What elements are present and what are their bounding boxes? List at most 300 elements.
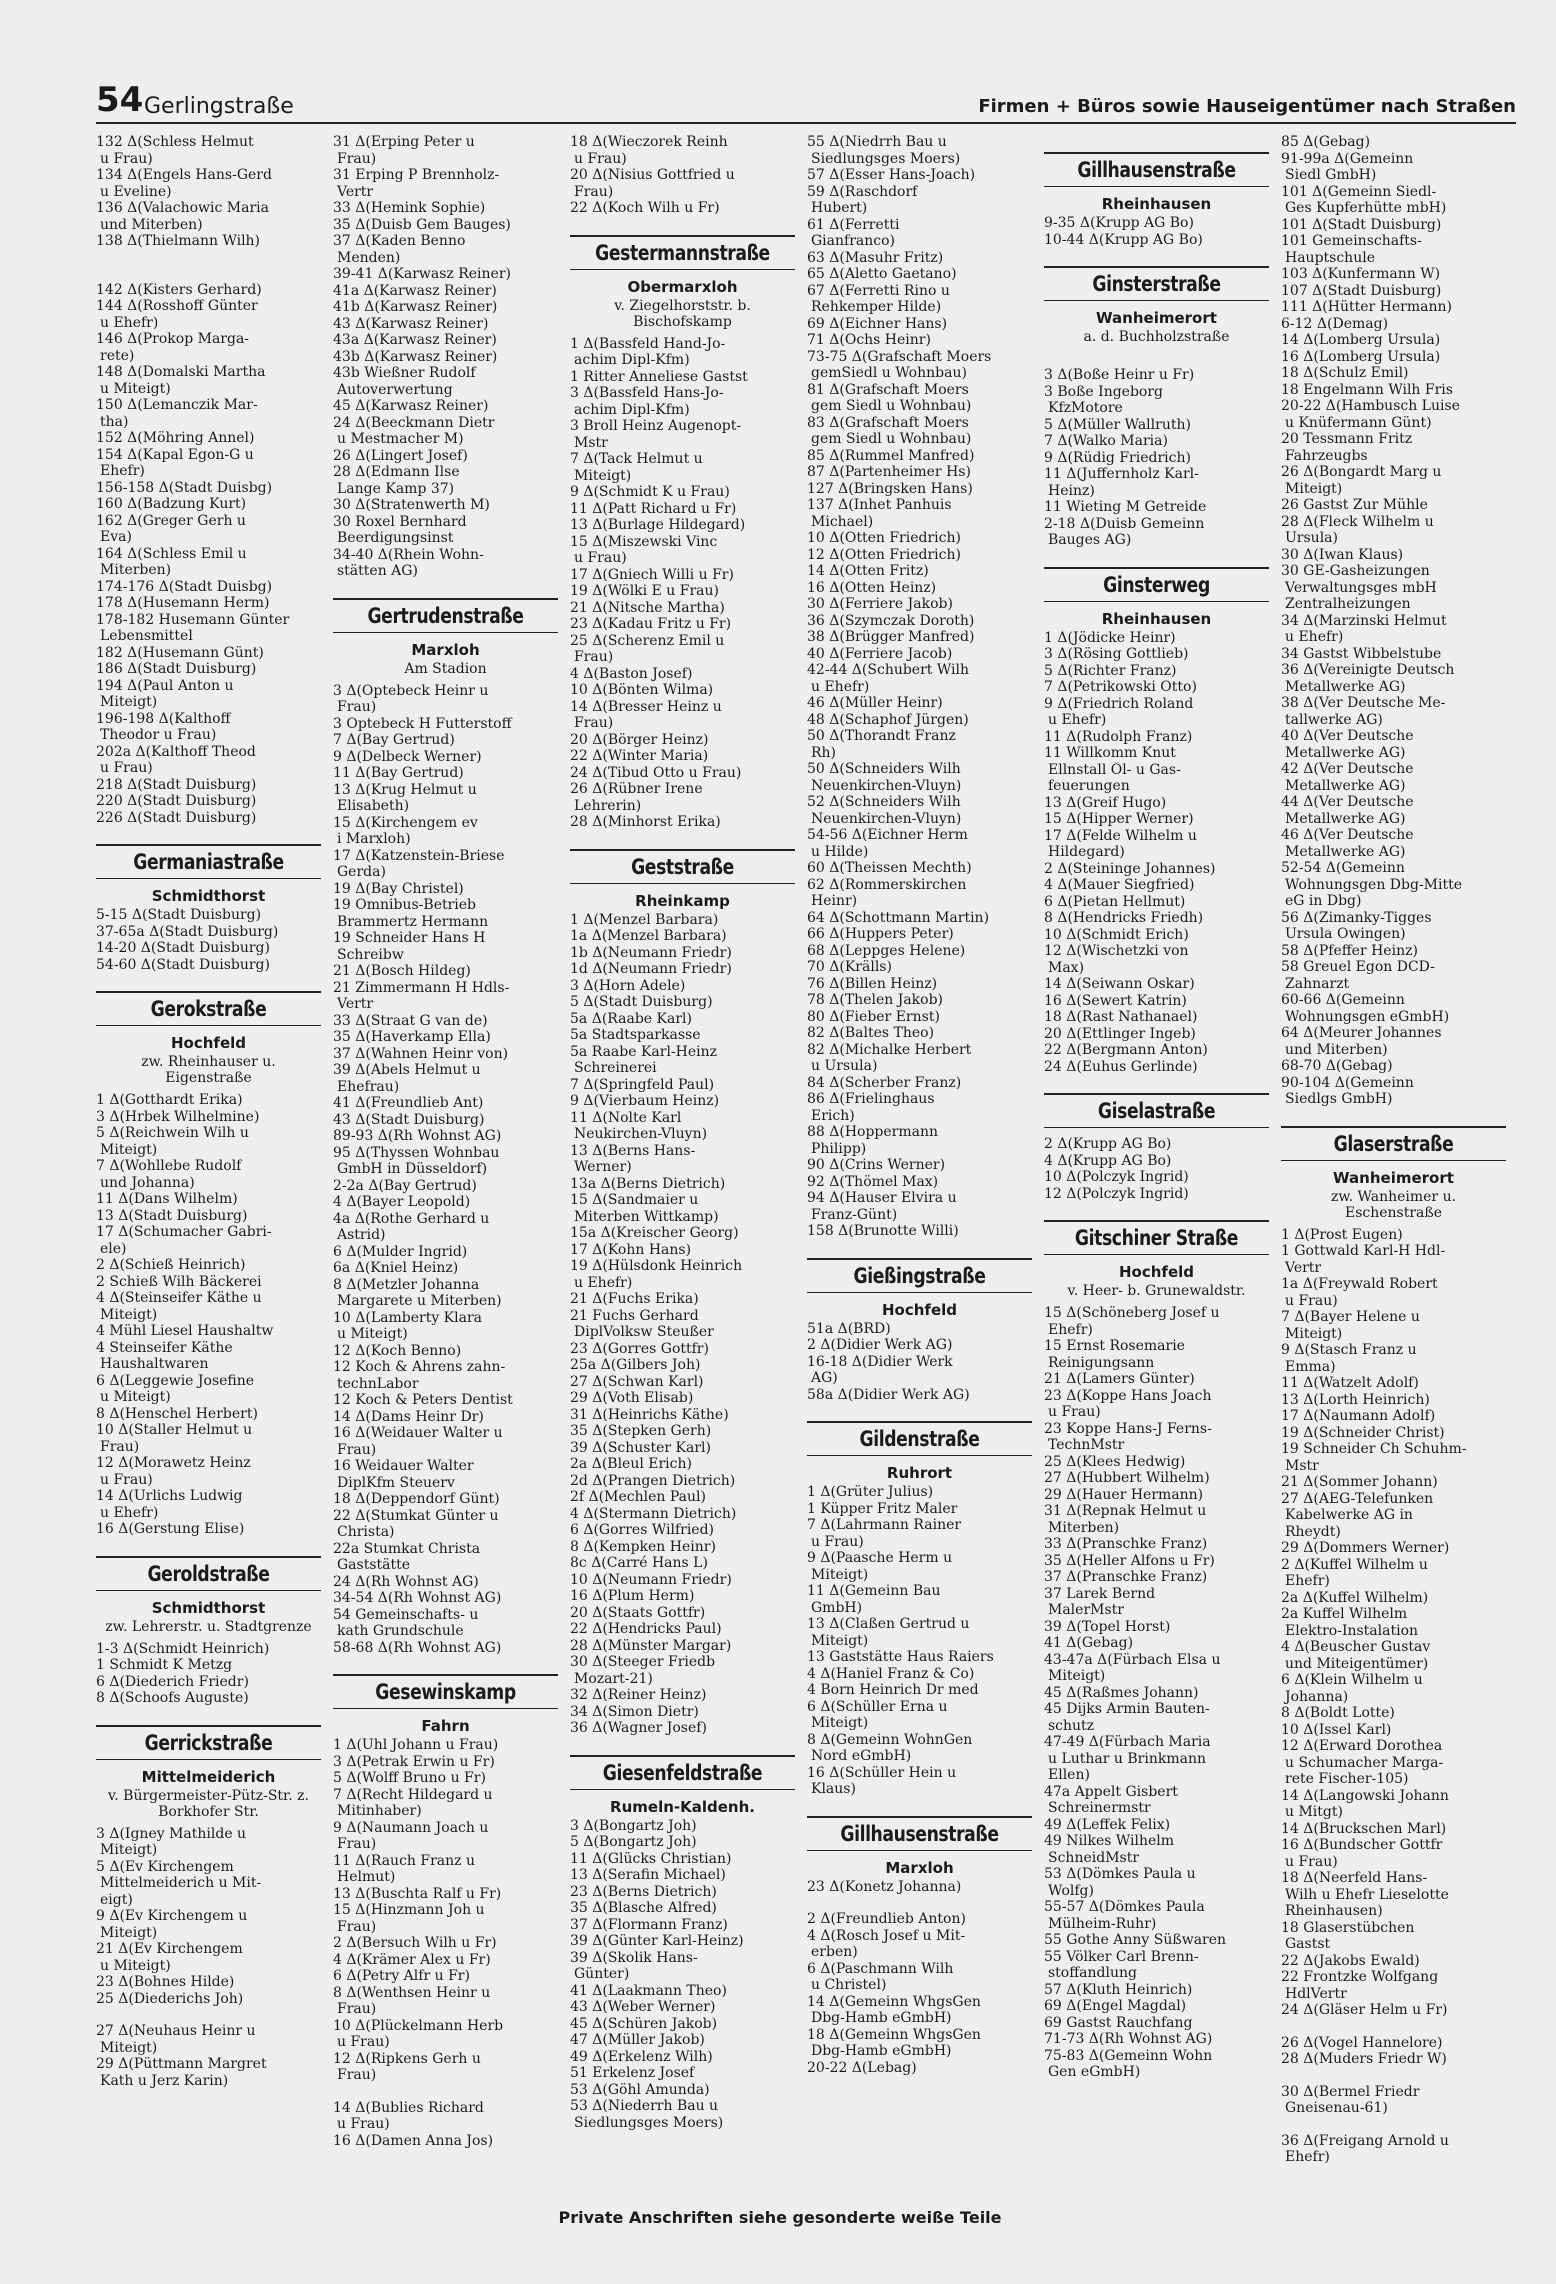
- listing-continuation: Astrid): [337, 1227, 386, 1243]
- listing-continuation: Gerda): [337, 864, 386, 880]
- listing-entry: 2-18 Δ(Duisb Gemeinn: [1044, 515, 1205, 532]
- listing-entry: 3 Δ(Boße Heinr u Fr): [1044, 367, 1195, 383]
- listing-entry: 4 Steinseifer Käthe: [96, 1339, 233, 1356]
- listing-entry: 26 Δ(Vogel Hannelore): [1281, 2034, 1443, 2051]
- street-name: Ginsterstraße: [1092, 272, 1221, 296]
- street-extent-note: v. Heer- b. Grunewaldstr.: [1067, 1283, 1246, 1299]
- listing-continuation: Gastst: [1285, 1936, 1331, 1952]
- listing-entry: 21 Δ(Sommer Johann): [1281, 1474, 1438, 1490]
- listing-entry: 13 Δ(Serafin Michael): [570, 1867, 726, 1883]
- listing-entry: 186 Δ(Stadt Duisburg): [96, 661, 257, 677]
- listing-entry: 57 Δ(Esser Hans-Joach): [807, 167, 976, 183]
- listing-continuation: DiplKfm Steuerv: [337, 1474, 455, 1491]
- listing-entry: 12 Δ(Otten Friedrich): [807, 546, 961, 563]
- listing-entry: 5 Δ(Reichwein Wilh u: [96, 1125, 249, 1141]
- listing-entry: 7 Δ(Lahrmann Rainer: [807, 1517, 962, 1533]
- listing-entry: 4 Δ(Rosch Josef u Mit-: [807, 1927, 966, 1944]
- listing-entry: 1 Küpper Fritz Maler: [807, 1500, 958, 1517]
- listing-continuation: Neukirchen-Vluyn): [574, 1126, 708, 1142]
- listing-continuation: Fahrzeugbs: [1285, 447, 1368, 464]
- district-name: Rheinkamp: [635, 891, 730, 910]
- heading-rule: [1281, 1160, 1506, 1161]
- heading-rule: [1044, 1127, 1269, 1128]
- listing-entry: 14 Δ(Lomberg Ursula): [1281, 332, 1441, 348]
- listing-continuation: u Frau): [337, 2034, 390, 2050]
- listing-entry: 23 Δ(Berns Dietrich): [570, 1883, 717, 1900]
- heading-rule: [96, 1556, 321, 1558]
- street-name: Germaniastraße: [133, 850, 284, 874]
- listing-continuation: Neuenkirchen-Vluyn): [811, 810, 962, 827]
- listing-entry: 17 Δ(Schumacher Gabri-: [96, 1224, 272, 1240]
- listing-continuation: Ursula Owingen): [1285, 926, 1406, 942]
- listing-entry: 5 Δ(Müller Wallruth): [1044, 416, 1191, 433]
- listing-entry: 41 Δ(Freundlieb Ant): [333, 1095, 484, 1111]
- listing-continuation: SchneidMstr: [1048, 1849, 1140, 1866]
- listing-entry: 7 Δ(Petrikowski Otto): [1044, 679, 1197, 695]
- listing-continuation: Dbg-Hamb eGmbH): [811, 2043, 952, 2059]
- listing-continuation: Verwaltungsges mbH: [1285, 579, 1437, 596]
- street-heading: [807, 1421, 1032, 1456]
- listing-entry: 29 Δ(Dommers Werner): [1281, 1540, 1450, 1556]
- listing-entry: 45 Δ(Schüren Jakob): [570, 2015, 718, 2032]
- listing-entry: 11 Δ(Bay Gertrud): [333, 765, 464, 781]
- listing-entry: 9 Δ(Delbeck Werner): [333, 748, 482, 765]
- listing-continuation: Gneisenau-61): [1285, 2100, 1388, 2116]
- listing-entry: 50 Δ(Thorandt Franz: [807, 728, 956, 744]
- listing-entry: 58 Greuel Egon DCD-: [1281, 959, 1435, 975]
- heading-rule: [1044, 601, 1269, 602]
- district-name: Rheinhausen: [1101, 609, 1212, 628]
- street-name: Gertrudenstraße: [367, 603, 524, 628]
- page-header: [96, 82, 1516, 124]
- listing-entry: 4a Δ(Rothe Gerhard u: [333, 1210, 490, 1227]
- listing-entry: 6 Δ(Petry Alfr u Fr): [333, 1968, 470, 1984]
- listing-entry: 14 Δ(Bruckschen Marl): [1281, 1820, 1447, 1837]
- heading-rule: [96, 1590, 321, 1591]
- street-heading: [807, 1816, 1032, 1851]
- listing-entry: 19 Δ(Bay Christel): [333, 880, 464, 897]
- listing-entry: 1 Δ(Grüter Julius): [807, 1484, 934, 1500]
- street-heading: [96, 1556, 321, 1591]
- listing-entry: 2 Δ(Bersuch Wilh u Fr): [333, 1935, 497, 1951]
- listing-continuation: und Miterben): [1285, 1041, 1388, 1058]
- listing-entry: 32 Δ(Reiner Heinz): [570, 1687, 707, 1703]
- listing-entry: 28 Δ(Edmann Ilse: [333, 464, 460, 480]
- listing-entry: 15 Δ(Miszewski Vinc: [570, 533, 718, 550]
- listing-continuation: Elisabeth): [337, 798, 410, 814]
- listing-continuation: Siedlungsges Moers): [574, 2114, 724, 2131]
- listing-entry: 9-35 Δ(Krupp AG Bo): [1044, 215, 1194, 231]
- street-name: Geststraße: [631, 854, 734, 879]
- listing-entry: 30 Δ(Stratenwerth M): [333, 497, 490, 513]
- district-name: Obermarxloh: [627, 277, 738, 296]
- heading-rule: [96, 1025, 321, 1026]
- listing-continuation: Miterben): [1048, 1519, 1120, 1536]
- listing-continuation: und Johanna): [100, 1174, 195, 1191]
- listing-continuation: Elektro-Instalation: [1285, 1622, 1419, 1639]
- street-heading: [333, 1674, 558, 1709]
- listing-continuation: Frau): [337, 699, 377, 715]
- listing-entry: 41b Δ(Karwasz Reiner): [333, 299, 498, 315]
- heading-rule: [807, 1850, 1032, 1851]
- listing-entry: 34 Δ(Marzinski Helmut: [1281, 612, 1447, 629]
- listing-entry: 174-176 Δ(Stadt Duisbg): [96, 578, 273, 595]
- listing-entry: 69 Gastst Rauchfang: [1044, 2014, 1193, 2031]
- heading-rule: [807, 1455, 1032, 1456]
- listing-entry: 5-15 Δ(Stadt Duisburg): [96, 907, 262, 923]
- listing-entry: 16 Δ(Gerstung Elise): [96, 1521, 245, 1537]
- listing-entry: 4 Born Heinrich Dr med: [807, 1682, 979, 1698]
- listing-continuation: Frau): [574, 183, 614, 200]
- listing-continuation: Christa): [337, 1524, 395, 1540]
- listing-entry: 14 Δ(Seiwann Oskar): [1044, 976, 1195, 992]
- listing-entry: 37 Δ(Pranschke Franz): [1044, 1569, 1208, 1585]
- listing-entry: 27 Δ(Neuhaus Heinr u: [96, 2023, 256, 2039]
- listing-entry: 2d Δ(Prangen Dietrich): [570, 1472, 736, 1489]
- listing-continuation: Johanna): [1285, 1688, 1349, 1705]
- district-name: Wanheimerort: [1333, 1168, 1454, 1187]
- listing-entry: 31 Δ(Heinrichs Käthe): [570, 1406, 729, 1423]
- listing-entry: 19 Δ(Hülsdonk Heinrich: [570, 1258, 743, 1274]
- listing-entry: 51 Erkelenz Josef: [570, 2065, 695, 2081]
- listing-continuation: HdlVertr: [1285, 1985, 1347, 2002]
- listing-continuation: Ehefr): [100, 463, 145, 479]
- listing-entry: 55 Δ(Niedrrh Bau u: [807, 134, 947, 150]
- listing-continuation: u Frau): [1285, 1292, 1338, 1309]
- listing-entry: 5 Δ(Bongartz Joh): [570, 1834, 697, 1850]
- listing-entry: 53 Δ(Dömkes Paula u: [1044, 1866, 1196, 1882]
- street-extent-note: Am Stadion: [404, 660, 487, 677]
- listing-entry: 47a Appelt Gisbert: [1044, 1783, 1178, 1800]
- listing-entry: 17 Δ(Kohn Hans): [570, 1241, 692, 1258]
- district-name: Marxloh: [885, 1858, 954, 1877]
- listing-continuation: u Ehefr): [100, 1504, 159, 1521]
- listing-continuation: Lehrerin): [574, 797, 642, 814]
- heading-rule: [1044, 1220, 1269, 1222]
- listing-continuation: Metallwerke AG): [1285, 777, 1406, 794]
- listing-continuation: Beerdigungsinst: [337, 530, 454, 546]
- listing-entry: 39 Δ(Schuster Karl): [570, 1439, 711, 1456]
- listing-entry: 9 Δ(Rüdig Friedrich): [1044, 449, 1191, 466]
- listing-entry: 13a Δ(Berns Dietrich): [570, 1175, 726, 1192]
- listing-entry: 3 Δ(Bongartz Joh): [570, 1817, 697, 1834]
- listing-continuation: stätten AG): [337, 563, 418, 579]
- listing-entry: 138 Δ(Thielmann Wilh): [96, 233, 261, 249]
- listing-entry: 20-22 Δ(Hambusch Luise: [1281, 398, 1460, 414]
- listing-entry: 18 Δ(Neerfeld Hans-: [1281, 1870, 1428, 1886]
- listing-entry: 7 Δ(Springfeld Paul): [570, 1076, 715, 1093]
- listing-entry: 13 Δ(Lorth Heinrich): [1281, 1391, 1430, 1408]
- street-extent-note: zw. Lehrerstr. u. Stadtgrenze: [105, 1618, 312, 1635]
- listing-entry: 24 Δ(Rh Wohnst AG): [333, 1573, 479, 1590]
- listing-entry: 12 Koch & Ahrens zahn-: [333, 1359, 506, 1375]
- listing-continuation: Schreinerei: [574, 1060, 657, 1076]
- listing-continuation: Lebensmittel: [100, 628, 193, 644]
- district-name: Mittelmeiderich: [141, 1767, 276, 1786]
- listing-entry: 17 Δ(Katzenstein-Briese: [333, 847, 505, 864]
- listing-entry: 86 Δ(Frielinghaus: [807, 1091, 935, 1107]
- listing-entry: 1d Δ(Neumann Friedr): [570, 961, 732, 977]
- listing-entry: 8 Δ(Gemeinn WohnGen: [807, 1731, 973, 1748]
- listing-entry: 17 Δ(Felde Wilhelm u: [1044, 827, 1197, 844]
- street-name: Giesenfeldstraße: [602, 1760, 763, 1785]
- listing-entry: 15 Δ(Schöneberg Josef u: [1044, 1305, 1220, 1321]
- street-heading: [1044, 266, 1269, 301]
- listing-continuation: MalerMstr: [1048, 1602, 1124, 1618]
- listing-entry: 5 Δ(Ev Kirchengem: [96, 1858, 234, 1875]
- listing-entry: 95 Δ(Thyssen Wohnbau: [333, 1144, 500, 1161]
- listing-continuation: Rheinhausen): [1285, 1903, 1383, 1919]
- listing-entry: 41 Δ(Gebag): [1044, 1635, 1134, 1651]
- listing-entry: 66 Δ(Huppers Peter): [807, 926, 954, 942]
- listing-entry: 1 Δ(Prost Eugen): [1281, 1226, 1403, 1243]
- listing-entry: 43-47a Δ(Fürbach Elsa u: [1044, 1651, 1221, 1668]
- listing-entry: 3 Δ(Rösing Gottlieb): [1044, 646, 1189, 662]
- page-footer-note: Private Anschriften siehe gesonderte weiße Teile: [558, 2208, 1002, 2227]
- listing-continuation: Heinz): [1048, 482, 1095, 499]
- listing-continuation: u Ehefr): [1285, 629, 1344, 645]
- listing-entry: 6 Δ(Paschmann Wilh: [807, 1960, 954, 1977]
- listing-entry: 103 Δ(Kunfermann W): [1281, 266, 1441, 282]
- heading-rule: [570, 235, 795, 237]
- heading-rule: [333, 632, 558, 633]
- listing-entry: 30 Δ(Bermel Friedr: [1281, 2083, 1420, 2100]
- listing-continuation: u Eveline): [100, 183, 172, 200]
- district-name: Hochfeld: [881, 1300, 957, 1319]
- directory-column-2: [333, 134, 558, 2214]
- listing-entry: 4 Δ(Krämer Alex u Fr): [333, 1951, 491, 1968]
- listing-entry: 16 Δ(Plum Herm): [570, 1588, 695, 1604]
- listing-entry: 24 Δ(Beeckmann Dietr: [333, 414, 495, 431]
- listing-entry: 10 Δ(Polczyk Ingrid): [1044, 1169, 1189, 1185]
- street-extent-note: zw. Wanheimer u. Eschenstraße: [1330, 1188, 1457, 1221]
- listing-entry: 11 Δ(Watzelt Adolf): [1281, 1375, 1419, 1391]
- listing-entry: 39-41 Δ(Karwasz Reiner): [333, 266, 511, 282]
- listing-entry: 20 Tessmann Fritz: [1281, 431, 1413, 447]
- listing-continuation: eigt): [100, 1891, 133, 1908]
- listing-entry: 21 Zimmermann H Hdls-: [333, 979, 510, 996]
- listing-entry: 71-73 Δ(Rh Wohnst AG): [1044, 2031, 1213, 2047]
- listing-entry: 3 Δ(Bassfeld Hans-Jo-: [570, 385, 724, 401]
- district-name: Schmidthorst: [151, 1598, 266, 1617]
- listing-entry: 6 Δ(Leggewie Josefine: [96, 1372, 255, 1389]
- listing-continuation: u Miteigt): [337, 1326, 408, 1342]
- listing-continuation: Zentralheizungen: [1285, 596, 1411, 612]
- listing-entry: 22 Δ(Bergmann Anton): [1044, 1042, 1208, 1058]
- listing-entry: 2 Δ(Freundlieb Anton): [807, 1911, 966, 1927]
- listing-entry: 9 Δ(Vierbaum Heinz): [570, 1093, 720, 1109]
- listing-entry: 10-44 Δ(Krupp AG Bo): [1044, 231, 1203, 248]
- listing-entry: 43b Δ(Karwasz Reiner): [333, 348, 498, 365]
- listing-continuation: Schreinermstr: [1048, 1800, 1151, 1816]
- listing-entry: 5 Δ(Wolff Bruno u Fr): [333, 1770, 486, 1786]
- listing-continuation: Wolfg): [1048, 1882, 1094, 1899]
- street-heading: [1044, 1220, 1269, 1255]
- listing-entry: 35 Δ(Stepken Gerh): [570, 1423, 712, 1439]
- listing-entry: 6 Δ(Mulder Ingrid): [333, 1243, 468, 1260]
- listing-entry: 9 Δ(Paasche Herm u: [807, 1550, 953, 1566]
- listing-entry: 52-54 Δ(Gemeinn: [1281, 860, 1405, 876]
- listing-entry: 42 Δ(Ver Deutsche: [1281, 761, 1414, 777]
- listing-entry: 14 Δ(Langowski Johann: [1281, 1787, 1449, 1804]
- listing-entry: 2 Schieß Wilh Bäckerei: [96, 1273, 262, 1290]
- listing-continuation: Kabelwerke AG in: [1285, 1507, 1413, 1523]
- listing-entry: 16 Δ(Otten Heinz): [807, 579, 937, 596]
- street-name: Gillhausenstraße: [1077, 158, 1236, 182]
- listing-continuation: Miteigt): [574, 467, 632, 484]
- street-heading: [1044, 1093, 1269, 1128]
- listing-entry: 160 Δ(Badzung Kurt): [96, 496, 247, 512]
- listing-entry: 36 Δ(Wagner Josef): [570, 1720, 707, 1736]
- listing-entry: 146 Δ(Prokop Marga-: [96, 331, 250, 347]
- listing-entry: 1-3 Δ(Schmidt Heinrich): [96, 1640, 270, 1657]
- listing-continuation: ele): [100, 1240, 127, 1257]
- listing-entry: 43 Δ(Stadt Duisburg): [333, 1111, 485, 1128]
- listing-continuation: u Hilde): [811, 843, 869, 860]
- listing-entry: 21 Δ(Lamers Günter): [1044, 1371, 1195, 1387]
- listing-entry: 14 Δ(Bresser Heinz u: [570, 698, 722, 715]
- listing-continuation: Ehefrau): [337, 1078, 400, 1095]
- street-extent-note: v. Bürgermeister-Pütz-Str. z. Borkhofer Str.: [108, 1787, 309, 1820]
- listing-entry: 46 Δ(Müller Heinr): [807, 695, 943, 711]
- listing-continuation: TechnMstr: [1048, 1437, 1125, 1453]
- listing-entry: 2 Δ(Schieß Heinrich): [96, 1257, 246, 1273]
- spacer: [96, 2007, 321, 2023]
- listing-entry: 36 Δ(Vereinigte Deutsch: [1281, 662, 1455, 678]
- heading-rule: [1044, 1254, 1269, 1255]
- listing-continuation: u Frau): [100, 760, 153, 776]
- listing-entry: 39 Δ(Topel Horst): [1044, 1618, 1171, 1635]
- listing-continuation: Miteigt): [100, 1306, 158, 1323]
- listing-entry: 39 Δ(Skolik Hans-: [570, 1949, 698, 1966]
- listing-entry: 10 Δ(Plückelmann Herb: [333, 2017, 504, 2034]
- listing-entry: 16 Δ(Schüller Hein u: [807, 1764, 957, 1781]
- listing-continuation: u Schumacher Marga-: [1285, 1754, 1444, 1771]
- heading-rule: [570, 269, 795, 270]
- listing-entry: 18 Engelmann Wilh Fris: [1281, 381, 1453, 398]
- listing-entry: 25 Δ(Diederichs Joh): [96, 1990, 244, 2007]
- listing-entry: 14 Δ(Dams Heinr Dr): [333, 1408, 484, 1425]
- listing-entry: 58 Δ(Pfeffer Heinz): [1281, 942, 1418, 959]
- listing-continuation: Ehefr): [1048, 1321, 1093, 1338]
- listing-entry: 26 Gastst Zur Mühle: [1281, 497, 1428, 513]
- listing-entry: 15 Δ(Hinzmann Joh u: [333, 1902, 485, 1918]
- listing-entry: 6a Δ(Kniel Heinz): [333, 1260, 459, 1276]
- listing-entry: 127 Δ(Bringsken Hans): [807, 480, 973, 497]
- listing-continuation: KfzMotore: [1048, 400, 1123, 416]
- listing-entry: 68 Δ(Leppges Helene): [807, 942, 966, 959]
- listing-entry: 20 Δ(Nisius Gottfried u: [570, 167, 735, 183]
- listing-entry: 16 Weidauer Walter: [333, 1458, 474, 1474]
- listing-entry: 15 Ernst Rosemarie: [1044, 1338, 1185, 1354]
- listing-entry: 3 Boße Ingeborg: [1044, 383, 1163, 400]
- listing-entry: 8c Δ(Carré Hans L): [570, 1555, 708, 1571]
- listing-entry: 85 Δ(Rummel Manfred): [807, 447, 975, 464]
- listing-entry: 26 Δ(Bongardt Marg u: [1281, 464, 1442, 480]
- listing-entry: 18 Δ(Deppendorf Günt): [333, 1491, 500, 1507]
- directory-column-1: [96, 134, 321, 2214]
- listing-entry: 18 Δ(Schulz Emil): [1281, 365, 1409, 381]
- street-heading: [807, 1258, 1032, 1293]
- listing-continuation: u Frau): [100, 1471, 153, 1488]
- listing-continuation: Miteigt): [1048, 1668, 1106, 1684]
- listing-entry: 43 Δ(Weber Werner): [570, 1999, 716, 2015]
- listing-continuation: Miteigt): [100, 2039, 158, 2056]
- listing-entry: 17 Δ(Naumann Adolf): [1281, 1408, 1436, 1424]
- listing-continuation: rete Fischer-105): [1285, 1771, 1409, 1787]
- listing-entry: 88 Δ(Hoppermann: [807, 1124, 939, 1140]
- spacer: [1281, 2117, 1506, 2133]
- listing-entry: 15 Δ(Kirchengem ev: [333, 814, 478, 831]
- listing-entry: 6-12 Δ(Demag): [1281, 315, 1389, 332]
- listing-entry: 21 Δ(Fuchs Erika): [570, 1291, 699, 1307]
- listing-entry: 51a Δ(BRD): [807, 1320, 891, 1337]
- listing-entry: 19 Δ(Wölki E u Frau): [570, 583, 719, 599]
- listing-continuation: Hubert): [811, 200, 868, 216]
- listing-continuation: u Ehefr): [100, 314, 159, 331]
- listing-entry: 13 Δ(Stadt Duisburg): [96, 1207, 248, 1224]
- heading-rule: [1281, 1126, 1506, 1128]
- listing-entry: 37 Δ(Flormann Franz): [570, 1916, 728, 1933]
- listing-continuation: Schreibw: [337, 946, 404, 963]
- listing-continuation: Brammertz Hermann: [337, 913, 489, 930]
- listing-continuation: Nord eGmbH): [811, 1748, 912, 1764]
- listing-continuation: Gen eGmbH): [1048, 2064, 1141, 2080]
- listing-entry: 53 Δ(Niederrh Bau u: [570, 2098, 719, 2114]
- listing-entry: 18 Δ(Rast Nathanael): [1044, 1009, 1198, 1025]
- listing-entry: 34 Δ(Simon Dietr): [570, 1703, 699, 1720]
- listing-entry: 5a Raabe Karl-Heinz: [570, 1043, 718, 1060]
- listing-entry: 1 Δ(Jödicke Heinr): [1044, 629, 1176, 646]
- listing-continuation: Metallwerke AG): [1285, 744, 1406, 761]
- listing-entry: 30 Roxel Bernhard: [333, 513, 467, 530]
- listing-continuation: u Mestmacher M): [337, 431, 464, 447]
- listing-entry: 16 Δ(Lomberg Ursula): [1281, 348, 1441, 365]
- street-heading: [1044, 567, 1269, 602]
- listing-entry: 34 Gastst Wibbelstube: [1281, 645, 1442, 662]
- listing-entry: 1 Schmidt K Metzg: [96, 1657, 233, 1673]
- listing-continuation: Frau): [337, 2001, 377, 2017]
- listing-entry: 36 Δ(Freigang Arnold u: [1281, 2132, 1449, 2149]
- listing-continuation: und Miteigentümer): [1285, 1655, 1429, 1672]
- listing-continuation: tallwerke AG): [1285, 711, 1383, 728]
- listing-continuation: gem Siedl u Wohnbau): [811, 398, 972, 414]
- listing-continuation: Vertr: [1285, 1259, 1322, 1276]
- listing-continuation: u Christel): [811, 1977, 887, 1993]
- listing-entry: 1 Δ(Menzel Barbara): [570, 911, 719, 928]
- listing-entry: 218 Δ(Stadt Duisburg): [96, 776, 257, 793]
- directory-columns: [96, 134, 1516, 2214]
- listing-entry: 46 Δ(Ver Deutsche: [1281, 827, 1414, 843]
- listing-continuation: u Miteigt): [100, 1957, 171, 1974]
- listing-continuation: Mozart-21): [574, 1670, 653, 1687]
- listing-entry: 7 Δ(Tack Helmut u: [570, 451, 703, 467]
- street-name: Gerokstraße: [150, 997, 267, 1021]
- listing-entry: 2a Δ(Kuffel Wilhelm): [1281, 1589, 1429, 1606]
- listing-entry: 4 Δ(Baston Josef): [570, 665, 693, 682]
- listing-continuation: Frau): [337, 1836, 377, 1852]
- listing-continuation: Bauges AG): [1048, 532, 1132, 548]
- listing-entry: 11 Δ(Rauch Franz u: [333, 1852, 475, 1869]
- listing-entry: 61 Δ(Ferretti: [807, 216, 900, 233]
- street-extent-note: v. Ziegelhorststr. b. Bischofskamp: [614, 297, 751, 330]
- listing-entry: 73-75 Δ(Grafschaft Moers: [807, 348, 992, 365]
- listing-entry: 28 Δ(Minhorst Erika): [570, 814, 721, 830]
- listing-entry: 20 Δ(Ettlinger Ingeb): [1044, 1025, 1196, 1042]
- listing-entry: 142 Δ(Kisters Gerhard): [96, 281, 262, 298]
- listing-entry: 15 Δ(Hipper Werner): [1044, 811, 1194, 827]
- listing-entry: 13 Δ(Claßen Gertrud u: [807, 1616, 970, 1632]
